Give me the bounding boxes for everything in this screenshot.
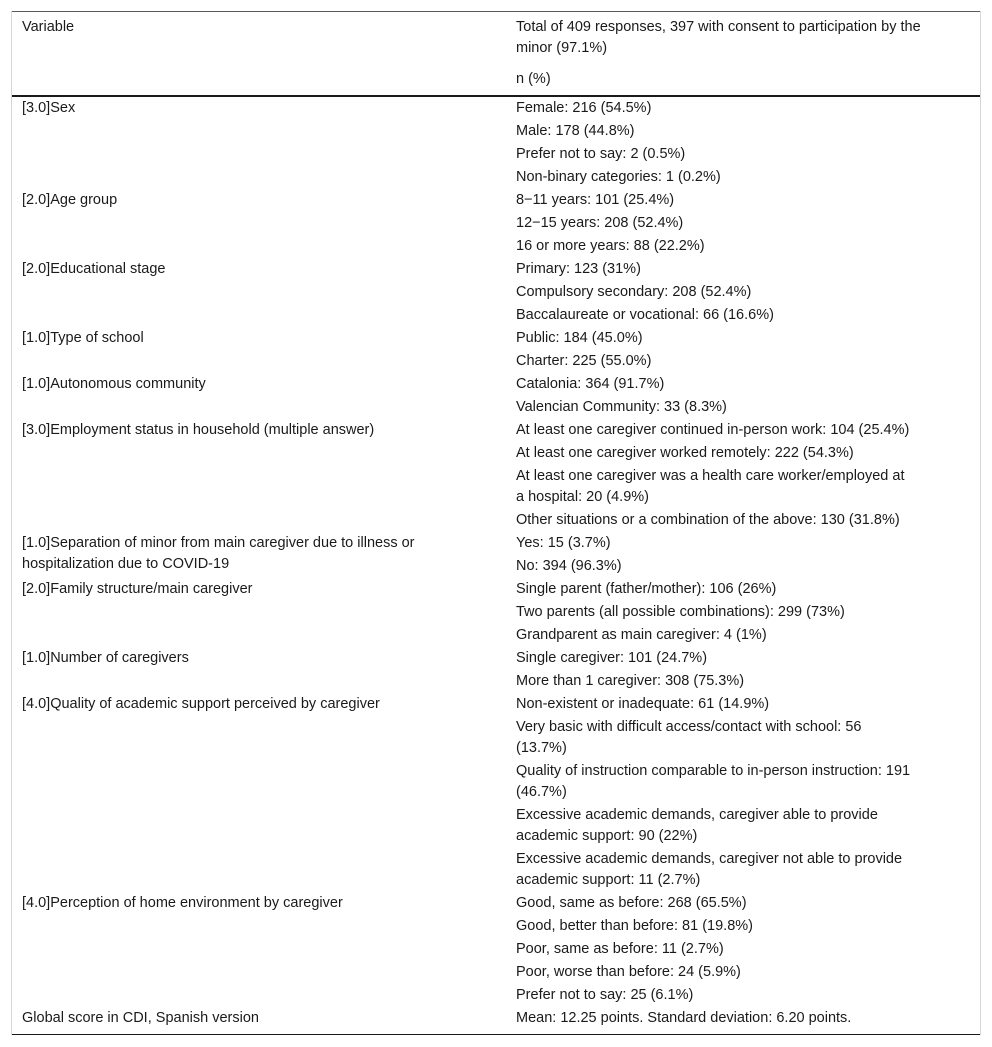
row-value: Baccalaureate or vocational: 66 (16.6%) [516, 307, 774, 323]
row-value: 12−15 years: 208 (52.4%) [516, 215, 684, 231]
table-bottom-rule [12, 1034, 980, 1035]
row-value: Grandparent as main caregiver: 4 (1%) [516, 627, 767, 643]
row-value: Excessive academic demands, caregiver able to provide [516, 807, 878, 823]
row-label: [1.0]Number of caregivers [22, 650, 189, 666]
row-value: Primary: 123 (31%) [516, 261, 641, 277]
row-value: Valencian Community: 33 (8.3%) [516, 399, 727, 415]
header-variable: Variable [22, 19, 75, 35]
row-value: Quality of instruction comparable to in-person instruction: 191 [516, 763, 911, 779]
row-value: Prefer not to say: 25 (6.1%) [516, 987, 694, 1003]
row-label: [2.0]Age group [22, 192, 118, 208]
row-value: Catalonia: 364 (91.7%) [516, 376, 665, 392]
row-value: 16 or more years: 88 (22.2%) [516, 238, 705, 254]
row-value: (46.7%) [516, 784, 567, 800]
row-label: [2.0]Family structure/main caregiver [22, 581, 253, 597]
row-value: Yes: 15 (3.7%) [516, 535, 611, 551]
row-value: (13.7%) [516, 740, 567, 756]
row-value: Good, same as before: 268 (65.5%) [516, 895, 747, 911]
row-value: Good, better than before: 81 (19.8%) [516, 918, 753, 934]
row-label: Global score in CDI, Spanish version [22, 1010, 259, 1026]
row-value: Single parent (father/mother): 106 (26%) [516, 581, 777, 597]
row-label: [1.0]Type of school [22, 330, 144, 346]
row-value: academic support: 90 (22%) [516, 828, 698, 844]
row-label: [3.0]Employment status in household (multiple answer) [22, 422, 375, 438]
header-total-line2: minor (97.1%) [516, 40, 608, 56]
row-label: [2.0]Educational stage [22, 261, 166, 277]
row-value: academic support: 11 (2.7%) [516, 872, 701, 888]
row-value: Other situations or a combination of the above: 130 (31.8%) [516, 512, 900, 528]
row-value: At least one caregiver continued in-person work: 104 (25.4%) [516, 422, 910, 438]
row-value: Very basic with difficult access/contact with school: 56 [516, 719, 862, 735]
row-value: Mean: 12.25 points. Standard deviation: 6.20 points. [516, 1010, 852, 1026]
row-value: Excessive academic demands, caregiver not able to provide [516, 851, 903, 867]
row-value: Compulsory secondary: 208 (52.4%) [516, 284, 752, 300]
row-value: Poor, same as before: 11 (2.7%) [516, 941, 724, 957]
row-value: At least one caregiver was a health care worker/employed at [516, 468, 905, 484]
row-label: [1.0]Separation of minor from main caregiver due to illness or [22, 535, 415, 551]
row-label: [4.0]Perception of home environment by caregiver [22, 895, 343, 911]
row-value: At least one caregiver worked remotely: 222 (54.3%) [516, 445, 854, 461]
row-label: [1.0]Autonomous community [22, 376, 206, 392]
row-value: Female: 216 (54.5%) [516, 100, 652, 116]
row-value: No: 394 (96.3%) [516, 558, 622, 574]
row-value: Charter: 225 (55.0%) [516, 353, 652, 369]
row-label: [3.0]Sex [22, 100, 76, 116]
header-unit: n (%) [516, 71, 551, 87]
row-value: Prefer not to say: 2 (0.5%) [516, 146, 686, 162]
row-value: Poor, worse than before: 24 (5.9%) [516, 964, 741, 980]
row-value: Non-binary categories: 1 (0.2%) [516, 169, 721, 185]
row-value: 8−11 years: 101 (25.4%) [516, 192, 675, 208]
table-header-rule [12, 95, 980, 97]
row-value: Male: 178 (44.8%) [516, 123, 635, 139]
table-top-rule [12, 11, 980, 12]
row-label-cont: hospitalization due to COVID-19 [22, 556, 230, 572]
row-label: [4.0]Quality of academic support perceived by caregiver [22, 696, 380, 712]
row-value: a hospital: 20 (4.9%) [516, 489, 649, 505]
data-table [11, 11, 981, 1035]
row-value: Two parents (all possible combinations): 299 (73%) [516, 604, 845, 620]
row-value: Public: 184 (45.0%) [516, 330, 643, 346]
row-value: More than 1 caregiver: 308 (75.3%) [516, 673, 745, 689]
row-value: Single caregiver: 101 (24.7%) [516, 650, 708, 666]
header-total-line1: Total of 409 responses, 397 with consent to participation by the [516, 19, 921, 35]
row-value: Non-existent or inadequate: 61 (14.9%) [516, 696, 770, 712]
